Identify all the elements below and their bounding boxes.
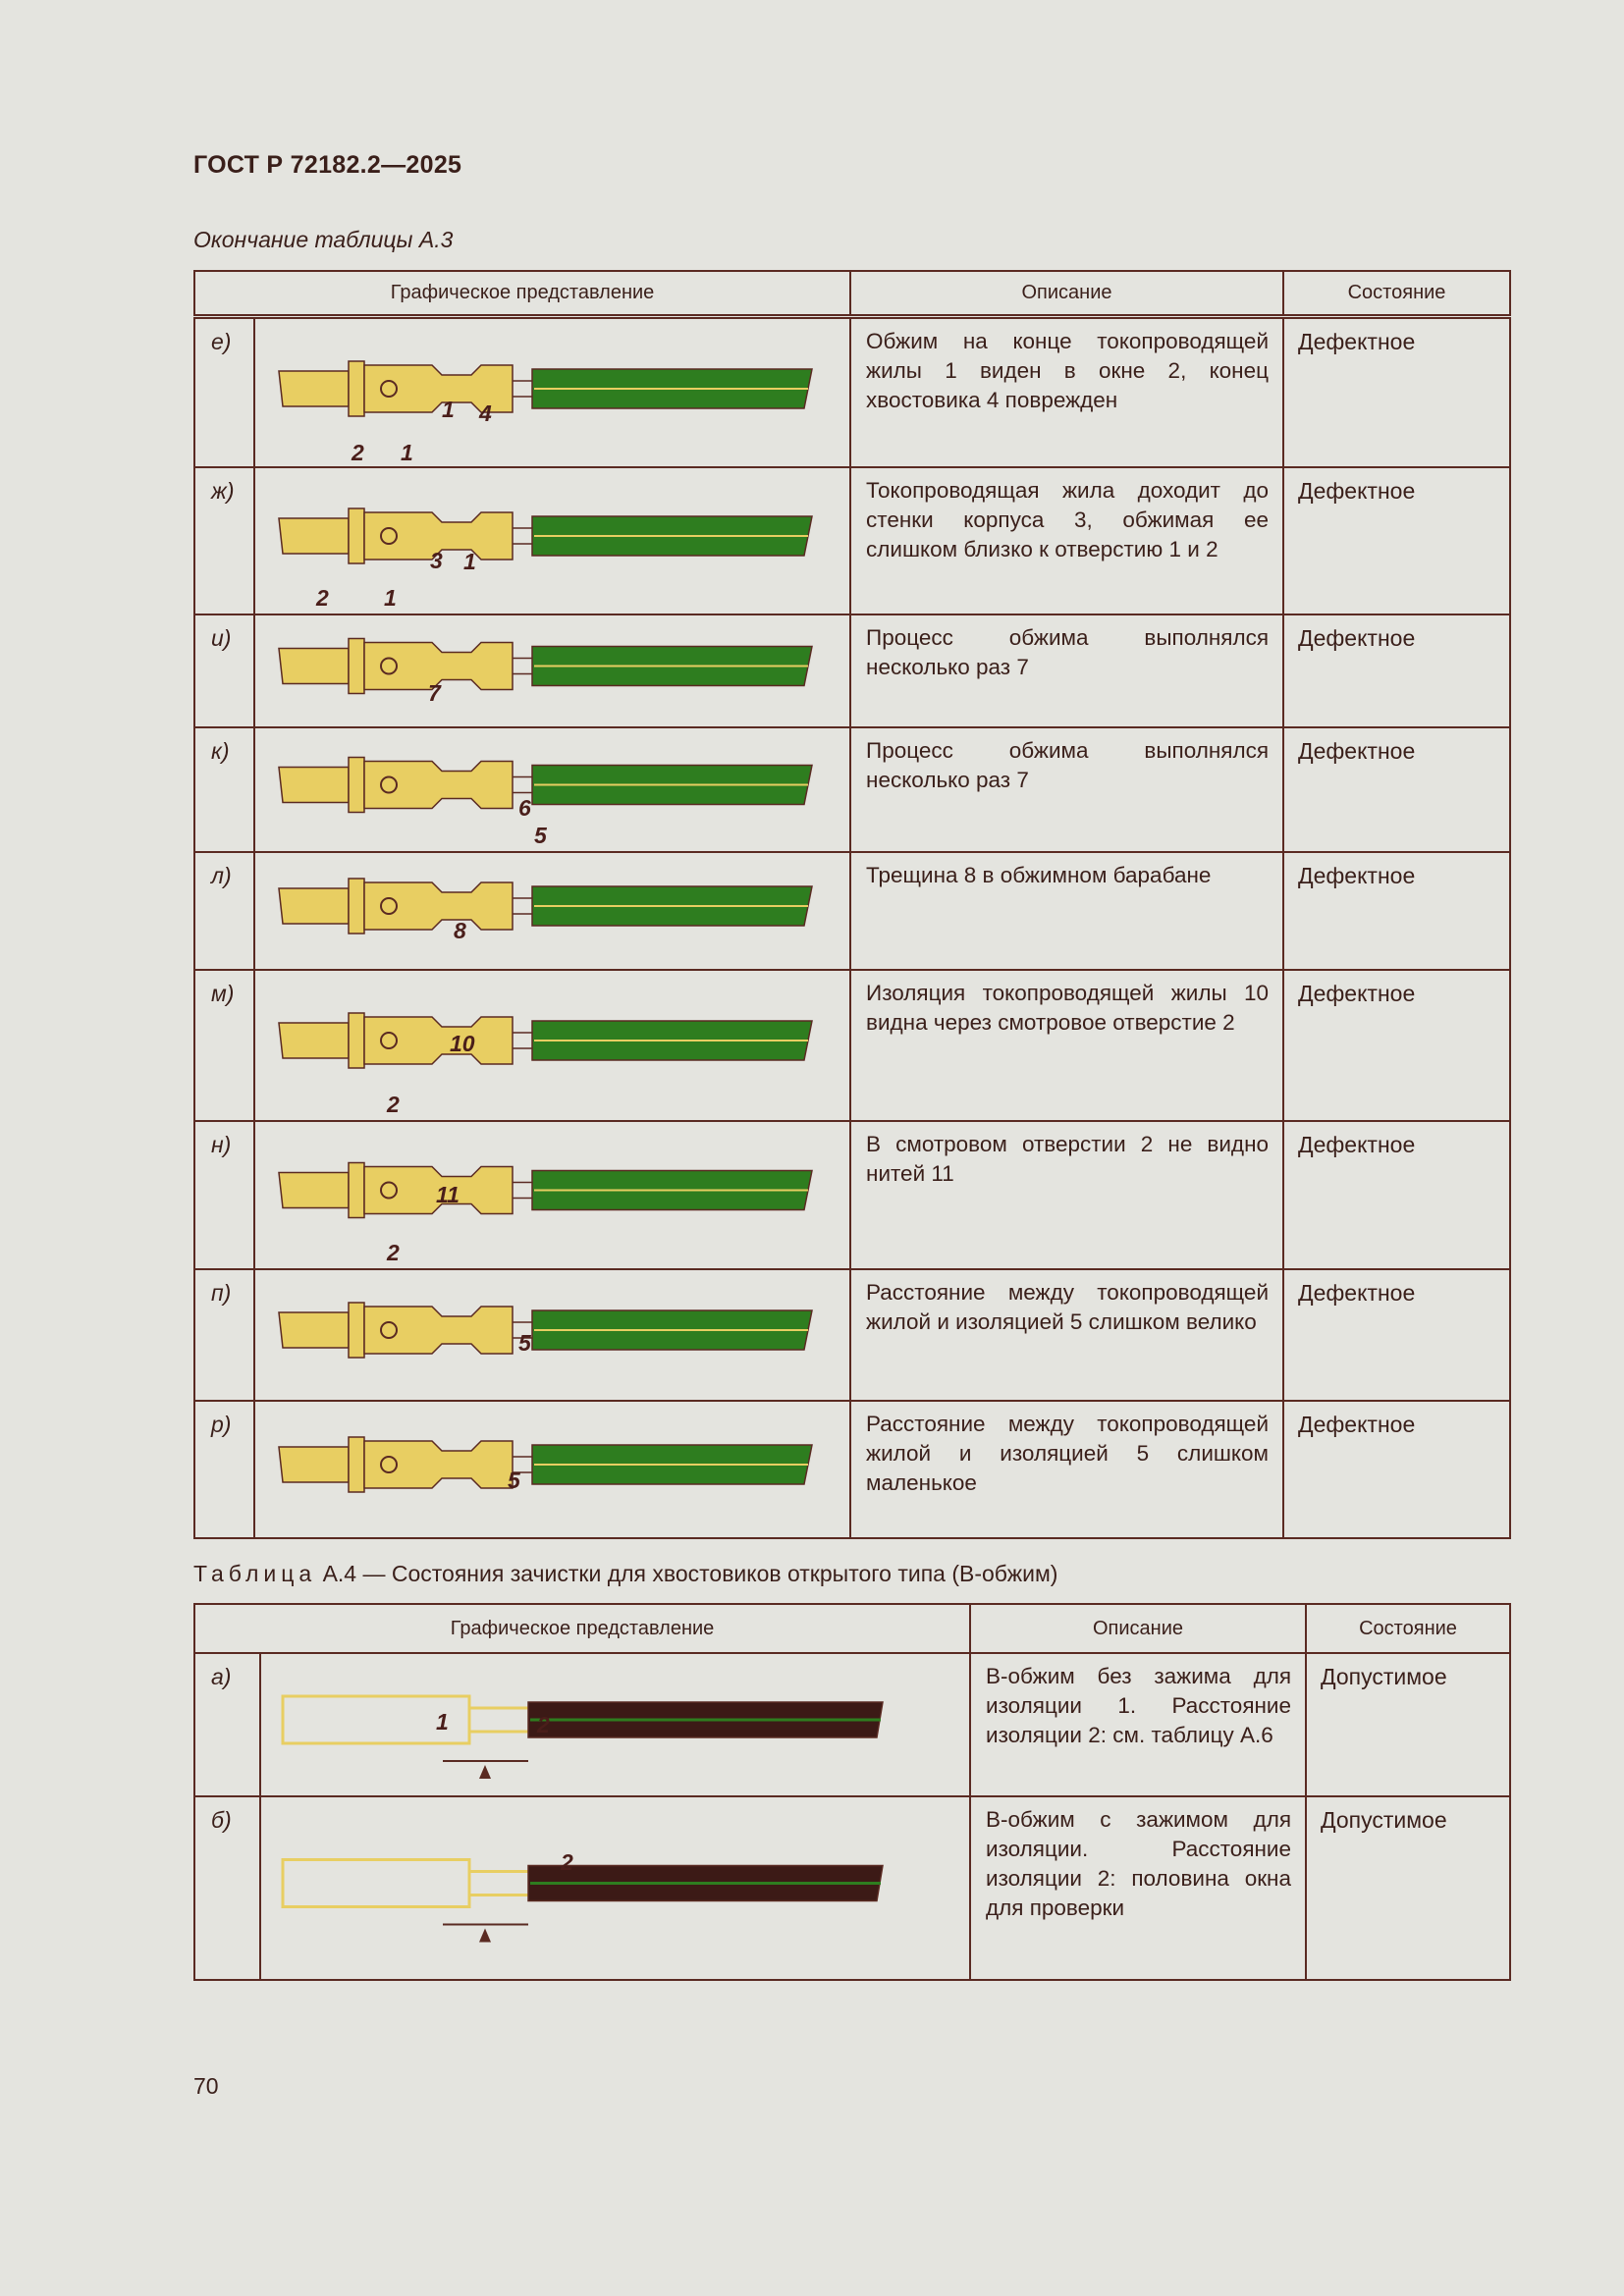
row-index: и): [194, 614, 254, 727]
callout-label: 2: [387, 1240, 400, 1265]
inspection-hole: [381, 381, 397, 397]
crimp-terminal: [279, 1163, 812, 1218]
caption-prefix: Таблица: [193, 1561, 317, 1586]
terminal-collar: [349, 1437, 364, 1492]
terminal-collar: [349, 1013, 364, 1068]
terminal-pin: [279, 649, 349, 684]
row-index: а): [194, 1653, 260, 1796]
row-index: к): [194, 727, 254, 852]
column-header-state: Состояние: [1306, 1604, 1510, 1653]
state-cell: Допустимое: [1306, 1653, 1510, 1796]
description-cell: В смотровом отверстии 2 не видно нитей 11: [850, 1121, 1283, 1269]
crimp-terminal: [279, 1303, 812, 1358]
crimp-illustration: [261, 1654, 971, 1793]
terminal-collar: [349, 879, 364, 934]
inspection-hole: [381, 659, 397, 674]
terminal-pin: [279, 1447, 349, 1482]
description-cell: В-обжим с зажимом для изоляции. Расстояние изоляции 2: половина окна для проверки: [970, 1796, 1306, 1980]
description-cell: Трещина 8 в обжимном барабане: [850, 852, 1283, 970]
table-a3: [193, 270, 1511, 1539]
state-cell: Дефектное: [1283, 1269, 1510, 1401]
crimp-illustration: [255, 468, 851, 612]
callout-label: 2: [387, 1092, 400, 1117]
column-header-graphic: Графическое представление: [194, 271, 850, 316]
graphic-cell: [254, 1121, 850, 1269]
row-index: м): [194, 970, 254, 1121]
state-cell: Дефектное: [1283, 1401, 1510, 1538]
callout-label: 5: [518, 1330, 531, 1356]
row-index: н): [194, 1121, 254, 1269]
state-cell: Дефектное: [1283, 852, 1510, 970]
callout-group: [454, 918, 466, 943]
callout-label: 4: [479, 400, 492, 426]
description-cell: Расстояние между токопроводящей жилой и изоляцией 5 слишком велико: [850, 1269, 1283, 1401]
crimp-illustration: [255, 728, 851, 849]
inspection-hole: [381, 777, 397, 793]
callout-label: 5: [534, 823, 547, 848]
callout-label: 2: [352, 439, 364, 465]
callout-label: 8: [454, 918, 466, 943]
callout-label: 2: [316, 585, 329, 611]
description-cell: Обжим на конце токопроводящей жилы 1 виден в окне 2, конец хвостовика 4 поврежден: [850, 316, 1283, 467]
callout-label: 1: [436, 1709, 449, 1735]
terminal-pin: [279, 1312, 349, 1348]
terminal-pin: [279, 1173, 349, 1208]
inspection-hole: [381, 1322, 397, 1338]
graphic-cell: [254, 1269, 850, 1401]
crimp-terminal: [279, 758, 812, 813]
crimp-illustration: [261, 1797, 971, 1977]
terminal-collar: [349, 758, 364, 813]
crimp-illustration: [255, 615, 851, 724]
table-a4-caption: [193, 1561, 1057, 1587]
row-index: п): [194, 1269, 254, 1401]
crimp-terminal: [279, 1013, 812, 1068]
inspection-hole: [381, 1457, 397, 1472]
callout-label: 2: [537, 1712, 550, 1737]
graphic-cell: [254, 467, 850, 614]
terminal-collar: [349, 639, 364, 694]
column-header-graphic: Графическое представление: [194, 1604, 970, 1653]
state-cell: Дефектное: [1283, 467, 1510, 614]
terminal-collar: [349, 1303, 364, 1358]
graphic-cell: [254, 614, 850, 727]
callout-label: 1: [442, 396, 455, 422]
page-number: 70: [193, 2073, 219, 2099]
terminal-pin: [279, 518, 349, 554]
inspection-hole: [381, 1183, 397, 1199]
callout-label: 10: [450, 1031, 475, 1056]
callout-group: [508, 1468, 521, 1493]
description-cell: Токопроводящая жила доходит до стенки корпуса 3, обжимая ее слишком близко к отверстию 1 и 2: [850, 467, 1283, 614]
callout-label: 1: [463, 549, 476, 574]
document-header: ГОСТ Р 72182.2—2025: [193, 151, 462, 179]
crimp-terminal: [279, 361, 812, 416]
crimp-illustration: [255, 1402, 851, 1535]
crimp-terminal: [279, 508, 812, 563]
row-index: б): [194, 1796, 260, 1980]
callout-label: 6: [518, 795, 531, 821]
terminal-pin: [279, 1023, 349, 1058]
callout-label: 1: [384, 585, 397, 611]
caption-text: А.4 — Состояния зачистки для хвостовиков открытого типа (В-обжим): [316, 1561, 1058, 1586]
state-cell: Дефектное: [1283, 727, 1510, 852]
callout-group: [428, 680, 442, 706]
crimp-illustration: [255, 1122, 851, 1266]
callout-label: 3: [430, 548, 443, 573]
crimp-terminal: [279, 639, 812, 694]
terminal-pin: [279, 371, 349, 406]
description-cell: Изоляция токопроводящей жилы 10 видна через смотровое отверстие 2: [850, 970, 1283, 1121]
terminal-collar: [349, 361, 364, 416]
row-index: ж): [194, 467, 254, 614]
dimension-arrow: [479, 1765, 491, 1779]
inspection-hole: [381, 528, 397, 544]
callout-label: 2: [561, 1849, 573, 1875]
callout-label: 11: [436, 1182, 460, 1207]
graphic-cell: [260, 1653, 970, 1796]
terminal-collar: [349, 1163, 364, 1218]
crimp-illustration: [255, 319, 851, 466]
crimp-terminal: [279, 879, 812, 934]
callout-group: [518, 1330, 532, 1356]
crimp-illustration: [255, 971, 851, 1118]
description-cell: Процесс обжима выполнялся несколько раз 7: [850, 614, 1283, 727]
state-cell: Дефектное: [1283, 316, 1510, 467]
state-cell: Дефектное: [1283, 614, 1510, 727]
open-barrel-outline: [283, 1860, 469, 1907]
inspection-hole: [381, 898, 397, 914]
crimp-terminal: [283, 1696, 883, 1779]
graphic-cell: [260, 1796, 970, 1980]
row-index: р): [194, 1401, 254, 1538]
crimp-illustration: [255, 853, 851, 967]
state-cell: Допустимое: [1306, 1796, 1510, 1980]
crimp-terminal: [279, 1437, 812, 1492]
crimp-terminal: [283, 1860, 883, 1943]
description-cell: В-обжим без зажима для изоляции 1. Расстояние изоляции 2: см. таблицу А.6: [970, 1653, 1306, 1796]
inspection-hole: [381, 1033, 397, 1048]
graphic-cell: [254, 970, 850, 1121]
callout-group: [560, 1849, 573, 1875]
description-cell: Процесс обжима выполнялся несколько раз 7: [850, 727, 1283, 852]
terminal-pin: [279, 888, 349, 924]
graphic-cell: [254, 1401, 850, 1538]
description-cell: Расстояние между токопроводящей жилой и изоляцией 5 слишком маленькое: [850, 1401, 1283, 1538]
graphic-cell: [254, 316, 850, 467]
table-a4: [193, 1603, 1511, 1981]
row-index: е): [194, 316, 254, 467]
row-index: л): [194, 852, 254, 970]
terminal-pin: [279, 768, 349, 803]
column-header-state: Состояние: [1283, 271, 1510, 316]
dimension-arrow: [479, 1929, 491, 1943]
callout-label: 5: [508, 1468, 520, 1493]
column-header-description: Описание: [970, 1604, 1306, 1653]
crimp-illustration: [255, 1270, 851, 1398]
table-a3-caption: Окончание таблицы А.3: [193, 227, 454, 252]
callout-label: 7: [428, 680, 441, 706]
state-cell: Дефектное: [1283, 970, 1510, 1121]
state-cell: Дефектное: [1283, 1121, 1510, 1269]
callout-label: 1: [401, 439, 413, 465]
terminal-collar: [349, 508, 364, 563]
column-header-description: Описание: [850, 271, 1283, 316]
graphic-cell: [254, 727, 850, 852]
graphic-cell: [254, 852, 850, 970]
